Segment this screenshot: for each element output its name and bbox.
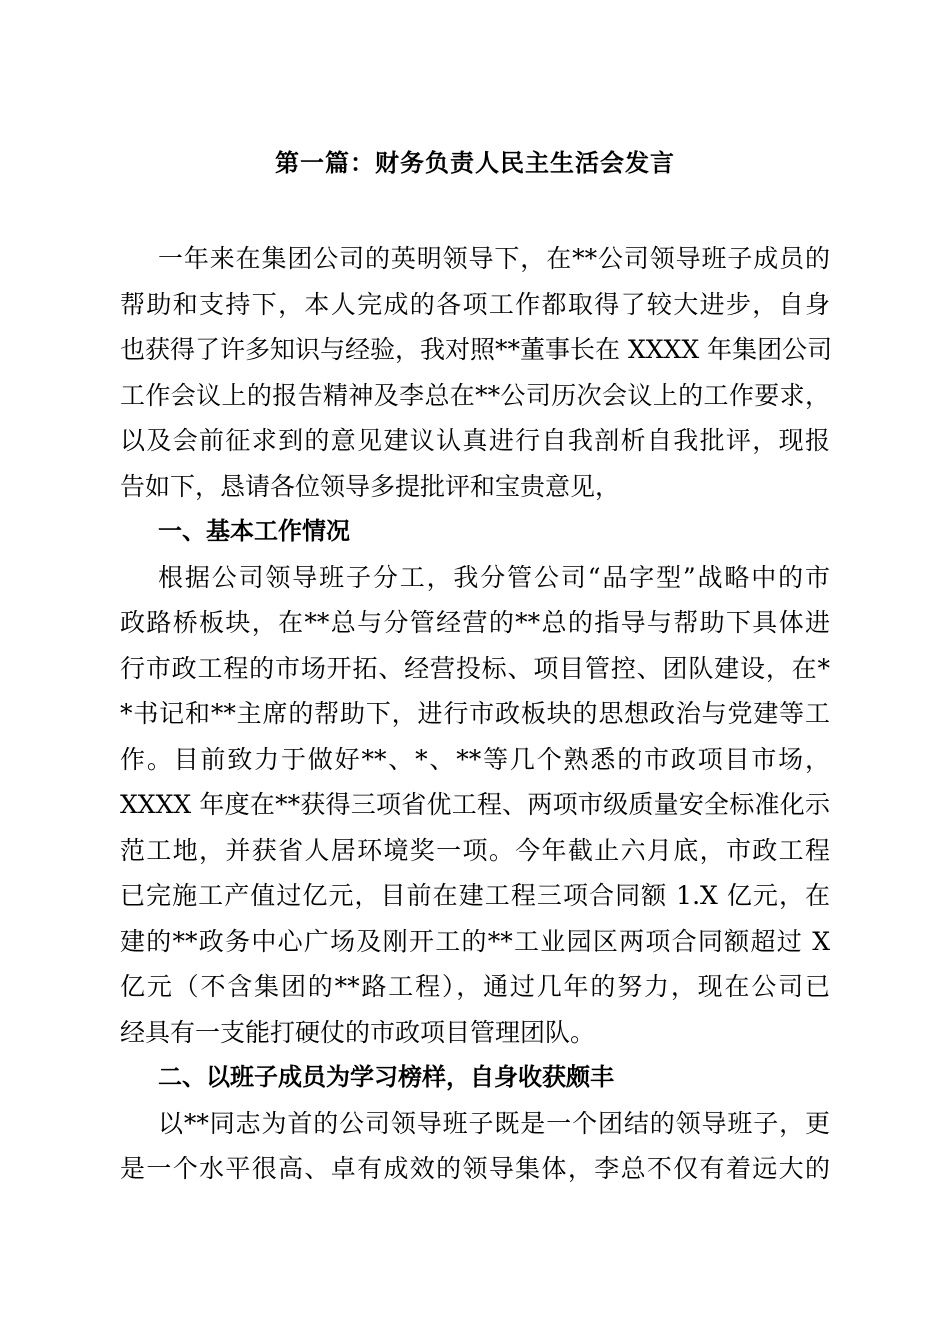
paragraph-line: 亿元（不含集团的**路工程），通过几年的努力，现在公司已: [120, 972, 830, 1001]
paragraph-line: 已完施工产值过亿元，目前在建工程三项合同额 1.X 亿元，在: [120, 881, 830, 910]
paragraph-line: 一年来在集团公司的英明领导下，在**公司领导班子成员的: [158, 244, 830, 273]
document-body: [120, 236, 833, 1192]
section1-paragraph: [120, 555, 830, 1056]
paragraph-line: *书记和**主席的帮助下，进行市政板块的思想政治与党建等工: [120, 699, 830, 728]
intro-paragraph: [120, 236, 833, 509]
paragraph-line: 以及会前征求到的意见建议认真进行自我剖析自我批评，现报: [120, 426, 830, 455]
paragraph-line: 以**同志为首的公司领导班子既是一个团结的领导班子，更: [158, 1108, 830, 1138]
paragraph-line: 也获得了许多知识与经验，我对照**董事长在 XXXX 年集团公司: [120, 335, 833, 364]
paragraph-line: 是一个水平很高、卓有成效的领导集体，李总不仅有着远大的: [120, 1154, 830, 1183]
paragraph-line: 工作会议上的报告精神及李总在**公司历次会议上的工作要求，: [120, 380, 830, 410]
paragraph-line: 根据公司领导班子分工，我分管公司“品字型”战略中的市: [158, 562, 830, 592]
paragraph-line: 经具有一支能打硬仗的市政项目管理团队。: [120, 1017, 596, 1047]
paragraph-line: 行市政工程的市场开拓、经营投标、项目管控、团队建设，在*: [120, 653, 830, 683]
paragraph-line: 帮助和支持下，本人完成的各项工作都取得了较大进步，自身: [120, 289, 830, 319]
paragraph-line: 建的**政务中心广场及刚开工的**工业园区两项合同额超过 X: [120, 926, 830, 956]
paragraph-line: 作。目前致力于做好**、*、**等几个熟悉的市政项目市场，: [120, 744, 830, 774]
paragraph-line: 告如下，恳请各位领导多提批评和宝贵意见，: [120, 471, 621, 501]
paragraph-line: XXXX 年度在**获得三项省优工程、两项市级质量安全标准化示: [120, 790, 830, 819]
section2-paragraph: [120, 1101, 830, 1192]
document-title: 第一篇：财务负责人民主生活会发言: [275, 148, 675, 177]
section-heading-basic-work: 一、基本工作情况: [158, 517, 350, 545]
paragraph-line: 政路桥板块，在**总与分管经营的**总的指导与帮助下具体进: [120, 608, 830, 637]
paragraph-line: 范工地，并获省人居环境奖一项。今年截止六月底，市政工程: [120, 835, 830, 865]
section-heading-learning: 二、以班子成员为学习榜样，自身收获颇丰: [158, 1063, 614, 1091]
